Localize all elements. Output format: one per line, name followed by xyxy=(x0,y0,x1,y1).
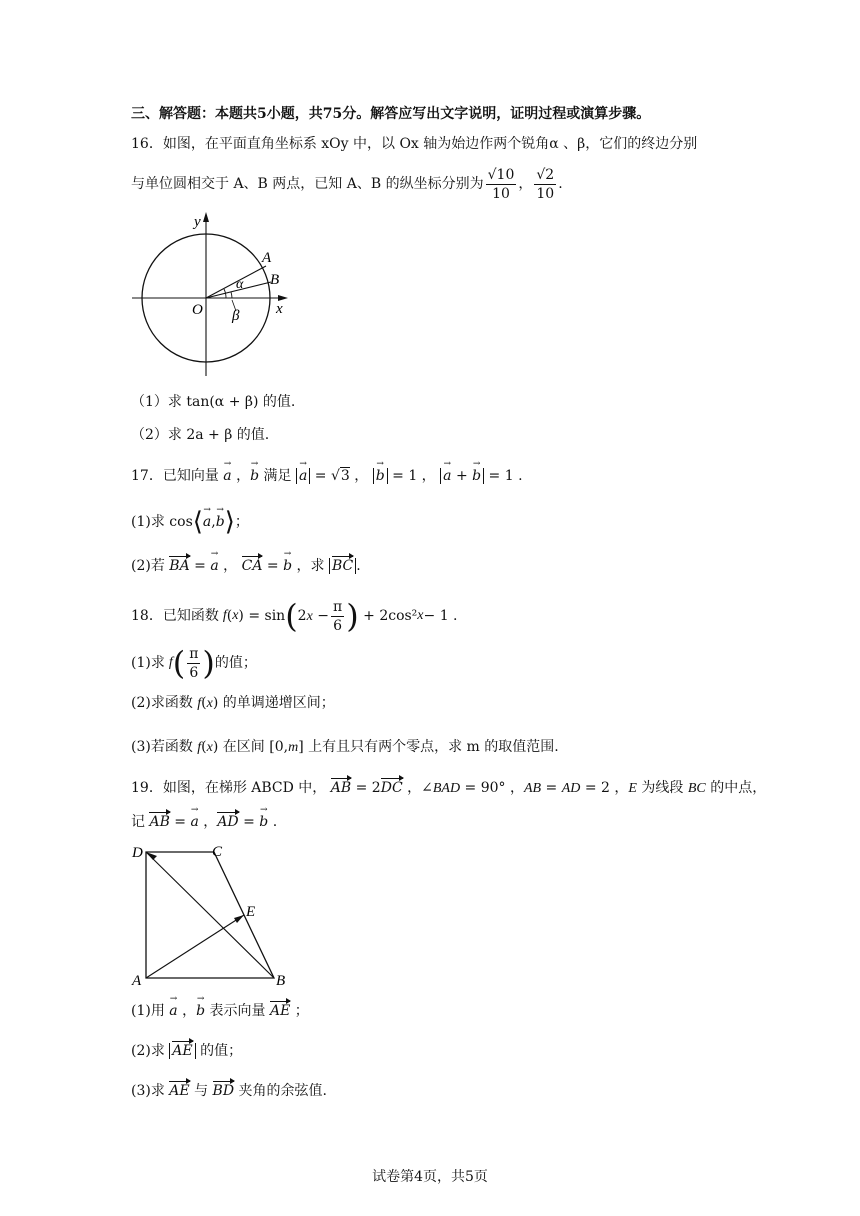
fig16-label-O: O xyxy=(192,302,203,318)
q18-part3-suffix: 上有且只有两个零点，求 m 的取值范围. xyxy=(308,739,559,755)
fig19-label-E: E xyxy=(246,904,256,920)
q17-stem: 17．已知向量 → a ，→ b 满足 → a = √3 ， → b = 1 ， → a + → b = 1 . xyxy=(131,466,523,486)
q19-stem-line1: 19．如图，在梯形 ABCD 中， AB = 2DC ，∠BAD = 90° ，AB = AD = 2 ，E 为线段 BC 的中点， xyxy=(131,780,767,796)
q16-frac1-num: √10 xyxy=(487,166,515,183)
q19-part1: (1)用 → a ，→ b 表示向量 AE ； xyxy=(131,1001,309,1021)
q16-part2: （2）求 2a + β 的值. xyxy=(131,427,270,443)
q17-stem-prefix: 17．已知向量 xyxy=(131,468,219,484)
q19-stem-line2: 记 AB = → a ，AD = → b . xyxy=(131,812,277,832)
q17-part1: (1)求 cos⟨→ a,→ b⟩； xyxy=(131,512,249,532)
q17-part2-label: (2)若 xyxy=(131,558,165,574)
q19-part2: (2)求 AE 的值； xyxy=(131,1043,243,1059)
q19-part1-prefix: (1)用 xyxy=(131,1003,165,1019)
fig16-label-y: y xyxy=(194,214,201,230)
fig19-label-B: B xyxy=(276,973,286,989)
q16-part1: （1）求 tan(α + β) 的值. xyxy=(131,394,296,410)
q19-part3-prefix: (3)求 xyxy=(131,1083,165,1099)
q18-part1: (1)求 f ( $\frac{\pi}{6}$ ) 的值； xyxy=(131,644,257,682)
fig16-label-x: x xyxy=(276,301,283,317)
q16-frac1-den: 10 xyxy=(492,185,510,202)
q18-part1-suffix: 的值； xyxy=(214,655,257,671)
q18-part2-text: 的单调递增区间； xyxy=(222,695,335,711)
q17-part2: (2)若 BA = → a ， CA = → b ，求 BC . xyxy=(131,556,361,576)
unit-circle-figure xyxy=(128,208,298,380)
fig19-label-D: D xyxy=(132,845,143,861)
fig16-label-A: A xyxy=(262,250,272,266)
q18-part3: (3)若函数 f(x) 在区间 [0,m] 上有且只有两个零点，求 m 的取值范围. xyxy=(131,739,559,755)
q19-part2-prefix: (2)求 xyxy=(131,1043,165,1059)
q18-part1-label: (1)求 xyxy=(131,655,165,671)
q18-stem-prefix: 18．已知函数 xyxy=(131,608,219,624)
q19-stem-prefix: 19．如图，在梯形 ABCD 中， xyxy=(131,780,327,796)
q18-part3-mid: 在区间 xyxy=(222,739,265,755)
q17-part1-label: (1)求 xyxy=(131,514,165,530)
q19-part3-suffix: 夹角的余弦值. xyxy=(238,1083,327,1099)
q16-frac2-num: √2 xyxy=(536,166,555,183)
trapezoid-figure xyxy=(128,838,298,990)
fig16-label-beta: β xyxy=(232,308,240,324)
q16-stem-text: 与单位圆相交于 A、B 两点，已知 A、B 的纵坐标分别为 xyxy=(131,176,484,192)
q19-part3-mid: 与 xyxy=(194,1083,209,1099)
q16-fraction-b xyxy=(534,166,556,203)
section-heading: 三、解答题：本题共5小题，共75分。解答应写出文字说明，证明过程或演算步骤。 xyxy=(131,106,651,122)
fig16-label-alpha: α xyxy=(236,277,244,292)
q16-frac2-den: 10 xyxy=(536,185,555,202)
q18-stem: 18．已知函数 f ( x ) = sin ( 2x − $\frac{\pi}{6}$ ) + 2cos² x − 1 . xyxy=(131,597,458,635)
q18-part2: (2)求函数 f(x) 的单调递增区间； xyxy=(131,695,335,711)
fig16-label-B: B xyxy=(270,272,280,288)
q19-part3: (3)求 AE 与 BD 夹角的余弦值. xyxy=(131,1083,327,1099)
q16-stem-line1: 16．如图，在平面直角坐标系 xOy 中，以 Ox 轴为始边作两个锐角α 、β，它们的终边分别 xyxy=(131,136,698,152)
q16-fraction-a xyxy=(486,166,517,203)
q19-part1-suffix: 表示向量 xyxy=(209,1003,266,1019)
fig19-label-C: C xyxy=(212,844,223,860)
q19-part2-suffix: 的值； xyxy=(200,1043,243,1059)
fig19-label-A: A xyxy=(132,973,142,989)
page-footer: 试卷第4页，共5页 xyxy=(372,1169,488,1185)
q16-stem-line2: 与单位圆相交于 A、B 两点，已知 A、B 的纵坐标分别为 $\frac{√10}{10}$ ， $\frac{√2}{10}$ . xyxy=(131,166,563,202)
